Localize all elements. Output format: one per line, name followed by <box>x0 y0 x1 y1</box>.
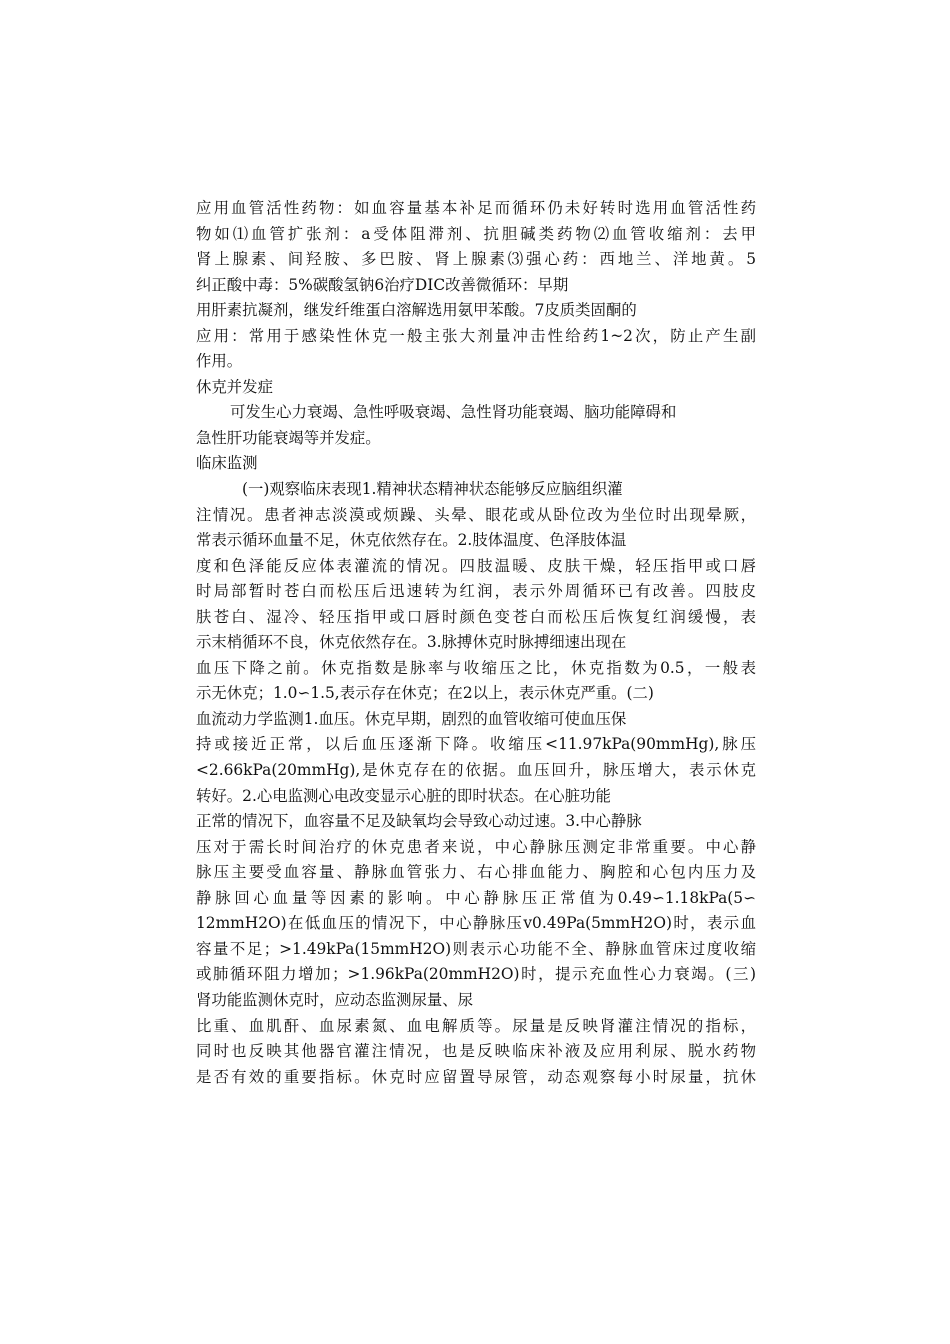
text-line: 转好。2.心电监测心电改变显示心脏的即时状态。在心脏功能 <box>196 786 611 805</box>
text-line: 作用。 <box>196 352 243 371</box>
text-line: 12mmH2O)在低血压的情况下，中心静脉压v0.49Pa(5mmH2O)时，表示血 <box>196 914 756 933</box>
text-line: 时局部暂时苍白而松压后迅速转为红润，表示外周循环已有改善。四肢皮 <box>196 582 756 601</box>
text-line: 急性肝功能衰竭等并发症。 <box>196 428 381 447</box>
section-heading: 临床监测 <box>196 454 258 473</box>
text-line: 或肺循环阻力增加；>1.96kPa(20mmH2O)时，提示充血性心力衰竭。(三) <box>196 965 756 984</box>
section-heading: 休克并发症 <box>196 377 273 396</box>
text-line: 是否有效的重要指标。休克时应留置导尿管，动态观察每小时尿量，抗休 <box>196 1067 756 1086</box>
text-line: 常表示循环血量不足，休克依然存在。2.肢体温度、色泽肢体温 <box>196 531 627 550</box>
text-line: 肤苍白、湿冷、轻压指甲或口唇时颜色变苍白而松压后恢复红润缓慢，表 <box>196 607 756 626</box>
text-line: 比重、血肌酐、血尿素氮、血电解质等。尿量是反映肾灌注情况的指标， <box>196 1016 756 1035</box>
text-line: 应用：常用于感染性休克一般主张大剂量冲击性给药1~2次，防止产生副 <box>196 326 756 345</box>
text-line: 正常的情况下，血容量不足及缺氧均会导致心动过速。3.中心静脉 <box>196 812 642 831</box>
text-line: 持或接近正常，以后血压逐渐下降。收缩压<11.97kPa(90mmHg),脉压 <box>196 735 756 754</box>
text-line: 肾上腺素、间羟胺、多巴胺、肾上腺素⑶强心药：西地兰、洋地黄。5 <box>196 250 756 269</box>
text-line: 应用血管活性药物：如血容量基本补足而循环仍未好转时选用血管活性药 <box>196 199 756 217</box>
text-line: 物如⑴血管扩张剂：a受体阻滞剂、抗胆碱类药物⑵血管收缩剂：去甲 <box>196 224 756 243</box>
text-line: 注情况。患者神志淡漠或烦躁、头晕、眼花或从卧位改为坐位时出现晕厥， <box>196 505 756 524</box>
text-line: 压对于需长时间治疗的休克患者来说，中心静脉压测定非常重要。中心静 <box>196 837 756 856</box>
text-line: 血流动力学监测1.血压。休克早期，剧烈的血管收缩可使血压保 <box>196 709 627 728</box>
text-line: 纠正酸中毒：5%碳酸氢钠6治疗DIC改善微循环：早期 <box>196 275 569 294</box>
text-line: 肾功能监测休克时，应动态监测尿量、尿 <box>196 990 474 1009</box>
text-line: 度和色泽能反应体表灌流的情况。四肢温暖、皮肤干燥，轻压指甲或口唇 <box>196 556 756 575</box>
text-line: 示无休克；1.0∽1.5,表示存在休克；在2以上，表示休克严重。(二) <box>196 684 654 703</box>
text-line: <2.66kPa(20mmHg),是休克存在的依据。血压回升，脉压增大，表示休克 <box>196 761 756 780</box>
text-line: 示末梢循环不良，休克依然存在。3.脉搏休克时脉搏细速出现在 <box>196 633 627 652</box>
text-line: (一)观察临床表现1.精神状态精神状态能够反应脑组织灌 <box>242 480 623 499</box>
text-line: 静脉回心血量等因素的影响。中心静脉压正常值为0.49∽1.18kPa(5∽ <box>196 888 756 907</box>
text-line: 用肝素抗凝剂，继发纤维蛋白溶解选用氨甲苯酸。7皮质类固酮的 <box>196 301 637 320</box>
text-line: 容量不足；>1.49kPa(15mmH2O)则表示心功能不全、静脉血管床过度收缩 <box>196 939 756 958</box>
text-line: 同时也反映其他器官灌注情况，也是反映临床补液及应用利尿、脱水药物 <box>196 1042 756 1061</box>
text-line: 血压下降之前。休克指数是脉率与收缩压之比，休克指数为0.5，一般表 <box>196 658 756 677</box>
document-body <box>196 196 756 1090</box>
text-line: 可发生心力衰竭、急性呼吸衰竭、急性肾功能衰竭、脑功能障碍和 <box>230 403 677 422</box>
text-line: 脉压主要受血容量、静脉血管张力、右心排血能力、胸腔和心包内压力及 <box>196 863 756 882</box>
